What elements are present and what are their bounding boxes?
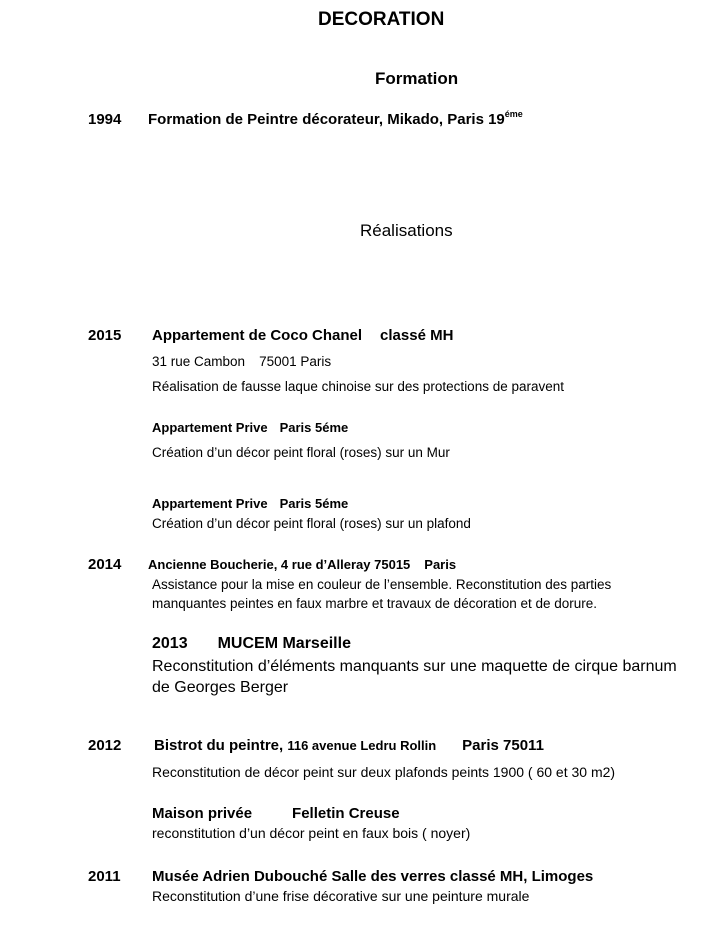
page-title: DECORATION [318,9,445,30]
year-2011: 2011 [88,868,121,885]
classification-badge: classé MH [380,327,454,344]
address-street: 31 rue Cambon [152,354,246,369]
entry-address [152,355,331,369]
entry-description: manquantes peintes en faux marbre et travaux de décoration et de dorure. [152,596,598,611]
entry-title [152,328,453,343]
entry-description: Création d’un décor peint floral (roses) sur un plafond [152,516,471,531]
entry-description: de Georges Berger [152,679,289,696]
entry-title-text: Bistrot du peintre, [154,737,284,754]
formation-entry [148,109,523,128]
entry-address: 116 avenue Ledru Rollin [287,738,437,753]
entry-place: Paris [424,557,457,572]
entry-title-text: Maison privée [152,805,253,822]
entry-place: Felletin Creuse [292,805,400,822]
entry-title: Musée Adrien Dubouché Salle des verres classé MH, Limoges [152,868,594,885]
entry-title-text: Appartement de Coco Chanel [152,327,363,344]
formation-text: Formation de Peintre décorateur, Mikado, Paris 19 [148,111,505,128]
year-2013: 2013 [152,635,188,652]
entry-title-text: Appartement Prive [152,420,268,435]
entry-title [154,738,544,753]
entry-title-text: Ancienne Boucherie, 4 rue d’Alleray 75015 [148,557,411,572]
entry-place: Paris 75011 [462,737,544,754]
entry-description: Reconstitution d’éléments manquants sur une maquette de cirque barnum [152,658,677,675]
entry-description: Création d’un décor peint floral (roses) sur un Mur [152,445,450,460]
entry-title [152,421,348,434]
year-2015: 2015 [88,327,122,344]
entry-title [148,558,456,571]
entry-title-text: MUCEM Marseille [217,635,351,652]
entry-description: Reconstitution de décor peint sur deux plafonds peints 1900 ( 60 et 30 m2) [152,764,616,780]
entry-description: Assistance pour la mise en couleur de l’ensemble. Reconstitution des parties [152,577,612,592]
entry-title [152,636,351,652]
entry-title [152,497,348,510]
formation-sup: éme [504,109,523,119]
year-2012: 2012 [88,737,122,754]
address-postcode: 75001 Paris [259,354,332,369]
entry-title [152,806,400,821]
year-1994: 1994 [88,111,122,128]
entry-place: Paris 5éme [279,496,349,511]
entry-description: Réalisation de fausse laque chinoise sur des protections de paravent [152,379,565,394]
entry-description: Reconstitution d’une frise décorative sur une peinture murale [152,888,530,904]
year-2014: 2014 [88,556,122,573]
section-heading-formation: Formation [375,69,459,88]
entry-description: reconstitution d’un décor peint en faux bois ( noyer) [152,825,471,841]
entry-title-text: Appartement Prive [152,496,268,511]
entry-place: Paris 5éme [279,420,349,435]
section-heading-realisations: Réalisations [360,221,453,240]
